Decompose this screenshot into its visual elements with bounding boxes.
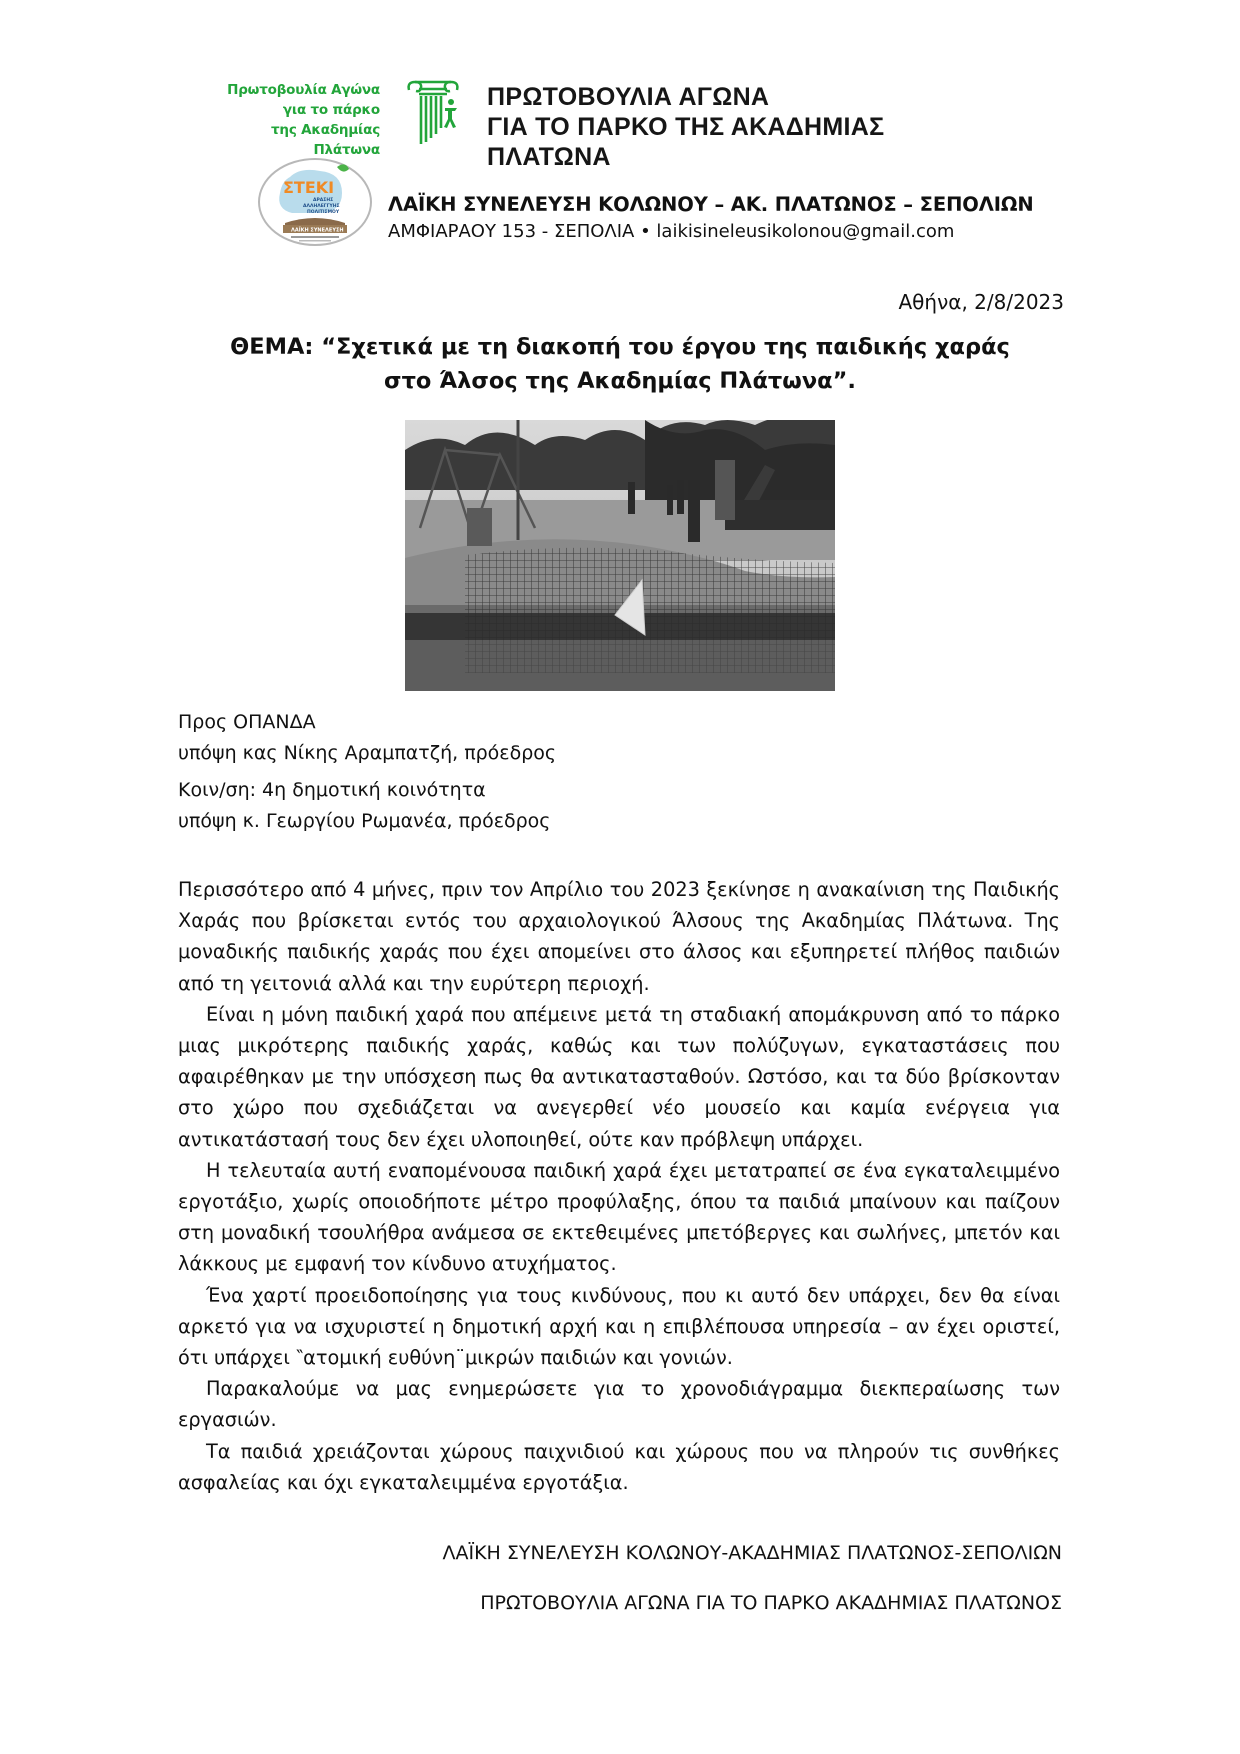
svg-text:ΔΡΑΣΗΣ: ΔΡΑΣΗΣ [313, 198, 334, 203]
paragraph: Περισσότερο από 4 μήνες, πριν τον Απρίλιο του 2023 ξεκίνησε η ανακαίνιση της Παιδικής Χαράς που βρίσκεται εντός του αρχαιολογικού Άλσους της Ακαδημίας Πλάτωνα. Της μοναδικής παιδικής χαράς που έχει απομείνει στο άλσος και εξυπηρετεί πλήθος παιδιών από τη γειτονιά αλλά και την ευρύτερη περιοχή. [178, 878, 1060, 995]
playground-photo [405, 420, 835, 691]
paragraph: Παρακαλούμε να μας ενημερώσετε για το χρονοδιάγραμμα διεκπεραίωσης των εργασιών. [178, 1377, 1060, 1432]
logo-text-line: της Ακαδημίας Πλάτωνα [271, 122, 380, 158]
svg-text:ΑΛΛΗΛΕΓΓΥΗΣ: ΑΛΛΗΛΕΓΓΥΗΣ [303, 204, 340, 209]
assembly-name: ΛΑΪΚΗ ΣΥΝΕΛΕΥΣΗ ΚΟΛΩΝΟΥ – ΑΚ. ΠΛΑΤΩΝΟΣ – ΣΕΠΟΛΙΩΝ [388, 193, 1034, 216]
subject-line: ΘΕΜΑ: “Σχετικά με τη διακοπή του έργου της παιδικής χαράς [230, 334, 1010, 360]
title-line: ΠΡΩΤΟΒΟΥΛΙΑ ΑΓΩΝΑ [487, 83, 770, 111]
subject-line: στο Άλσος της Ακαδημίας Πλάτωνα”. [384, 368, 856, 394]
steki-logo [255, 157, 375, 247]
title-line: ΓΙΑ ΤΟ ΠΑΡΚΟ ΤΗΣ ΑΚΑΔΗΜΙΑΣ ΠΛΑΤΩΝΑ [487, 113, 885, 171]
svg-text:ΠΟΛΙΤΙΣΜΟΥ: ΠΟΛΙΤΙΣΜΟΥ [307, 210, 340, 215]
recipients [178, 707, 556, 843]
assembly-address: ΑΜΦΙΑΡΑΟΥ 153 - ΣΕΠΟΛΙΑ • laikisineleusikolonou@gmail.com [388, 221, 955, 242]
ionic-column-icon [405, 78, 461, 148]
initiative-logo-text [205, 80, 380, 160]
recipient-line: υπόψη κας Νίκης Αραμπατζή, πρόεδρος [178, 742, 557, 764]
svg-text:ΛΑΪΚΗ ΣΥΝΕΛΕΥΣΗ: ΛΑΪΚΗ ΣΥΝΕΛΕΥΣΗ [291, 227, 344, 234]
logo-text-line: για το πάρκο [282, 102, 380, 118]
signature-initiative: ΠΡΩΤΟΒΟΥΛΙΑ ΑΓΩΝΑ ΓΙΑ ΤΟ ΠΑΡΚΟ ΑΚΑΔΗΜΙΑΣ ΠΛΑΤΩΝΟΣ [480, 1592, 1062, 1614]
steki-title: ΣΤΕΚΙ [283, 178, 335, 197]
paragraph: Ένα χαρτί προειδοποίησης για τους κινδύνους, που κι αυτό δεν υπάρχει, δεν θα είναι αρκετό για να ισχυριστεί η δημοτική αρχή και η επιβλέπουσα υπηρεσία – αν έχει οριστεί, ότι υπάρχει ‶ατομική ευθύνη¨μικρών παιδιών και γονιών. [178, 1283, 1060, 1370]
assembly-header [250, 155, 1050, 255]
photo-illustration [405, 420, 835, 691]
recipient-line: υπόψη κ. Γεωργίου Ρωμανέα, πρόεδρος [178, 810, 551, 832]
recipient-cc [178, 775, 556, 837]
recipient-line: Προς ΟΠΑΝΔΑ [178, 711, 316, 733]
letter-date: Αθήνα, 2/8/2023 [898, 290, 1064, 314]
initiative-header [205, 76, 1005, 171]
recipient-line: Κοιν/ση: 4η δημοτική κοινότητα [178, 779, 486, 801]
recipient-primary [178, 707, 556, 769]
paragraph: Η τελευταία αυτή εναπομένουσα παιδική χαρά έχει μετατραπεί σε ένα εγκαταλειμμένο εργοτάξιο, χωρίς οποιοδήποτε μέτρο προφύλαξης, όπου τα παιδιά μπαίνουν και παίζουν στη μοναδική τσουλήθρα ανάμεσα σε εκτεθειμένες μπετόβεργες και σωλήνες, μπετόν και λάκκους με εμφανή τον κίνδυνο ατυχήματος. [178, 1158, 1060, 1276]
signature-assembly: ΛΑΪΚΗ ΣΥΝΕΛΕΥΣΗ ΚΟΛΩΝΟΥ-ΑΚΑΔΗΜΙΑΣ ΠΛΑΤΩΝΟΣ-ΣΕΠΟΛΙΩΝ [442, 1542, 1062, 1564]
logo-text-line: Πρωτοβουλία Αγώνα [227, 82, 380, 98]
paragraph: Είναι η μόνη παιδική χαρά που απέμεινε μετά τη σταδιακή απομάκρυνση από το πάρκο μιας μικρότερης παιδικής χαράς, καθώς και των πολύζυγων, εγκαταστάσεις που αφαιρέθηκαν με την υπόσχεση πως θα αντικατασταθούν. Ωστόσο, και τα δύο βρίσκονταν στο χώρο που σχεδιάζεται να ανεγερθεί νέο μουσείο και καμία ενέργεια για αντικατάστασή τους δεν έχει υλοποιηθεί, ούτε καν πρόβλεψη υπάρχει. [178, 1002, 1060, 1151]
letter-subject [150, 330, 1090, 398]
letter-body [178, 874, 1060, 1498]
paragraph: Τα παιδιά χρειάζονται χώρους παιχνιδιού και χώρους που να πληρούν τις συνθήκες ασφαλείας και όχι εγκαταλειμμένα εργοτάξια. [178, 1439, 1060, 1494]
